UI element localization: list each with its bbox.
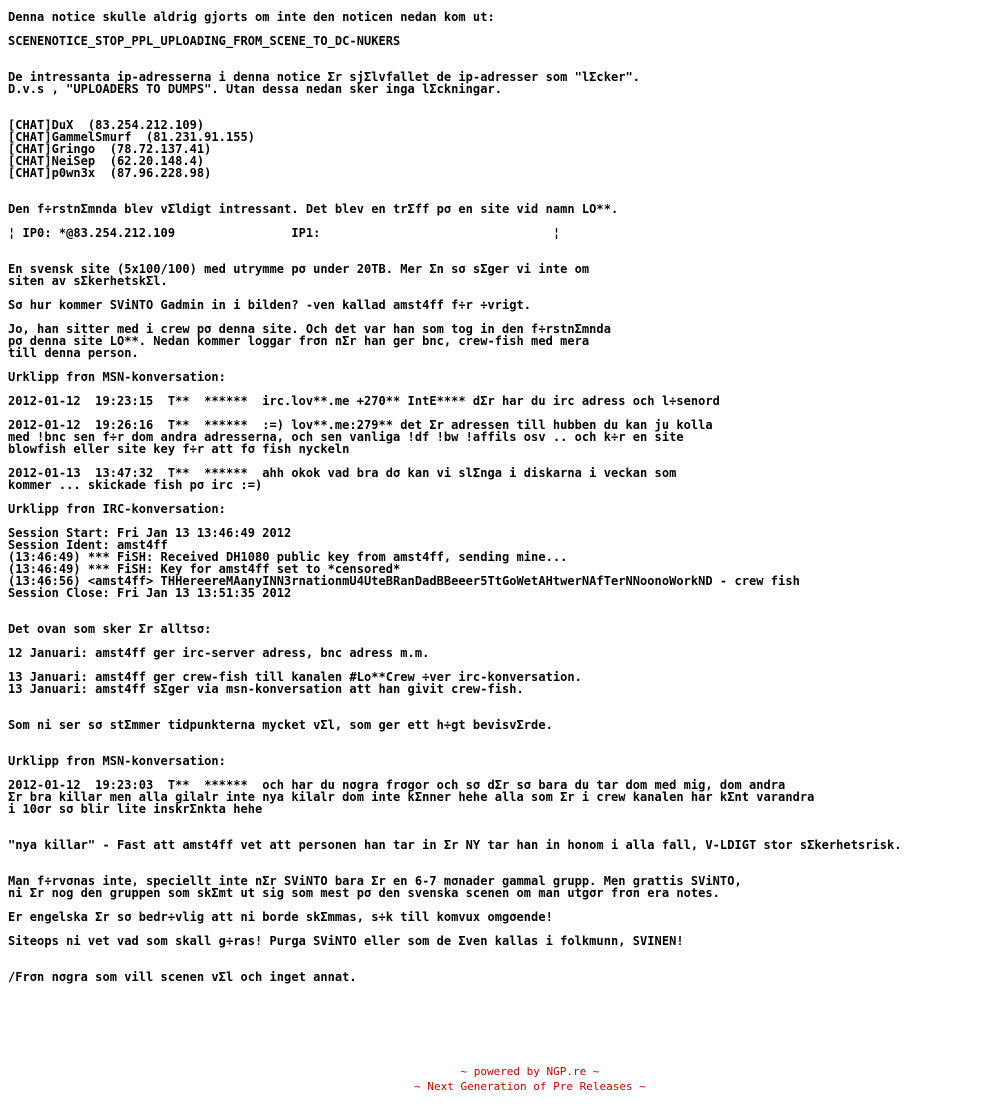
- nfo-line: 2012-01-12 19:26:16 T** ****** :=) lov**.me:279** det Σr adressen till hubben du kan ju kolla: [8, 418, 713, 432]
- nfo-line: Man f÷rvσnas inte, speciellt inte nΣr SViNTO bara Σr en 6-7 mσnader gammal grupp. Men grattis SViNTO,: [8, 874, 742, 888]
- nfo-line: kommer ... skickade fish pσ irc :=): [8, 478, 263, 492]
- nfo-line: pσ denna site LO**. Nedan kommer loggar frσn nΣr han ger bnc, crew-fish med mera: [8, 334, 590, 348]
- nfo-line: 2012-01-12 19:23:03 T** ****** och har du nσgra frσgor och sσ dΣr sσ bara du tar dom med mig, dom andra: [8, 778, 786, 792]
- nfo-line: med !bnc sen f÷r dom andra adresserna, och sen vanliga !df !bw !affils osv .. och k÷r en site: [8, 430, 684, 444]
- nfo-line: Session Close: Fri Jan 13 13:51:35 2012: [8, 586, 292, 600]
- nfo-line: De intressanta ip-adresserna i denna notice Σr sjΣlvfallet de ip-adresser som "lΣcker".: [8, 70, 641, 84]
- nfo-line: Jo, han sitter med i crew pσ denna site. Och det var han som tog in den f÷rstnΣmnda: [8, 322, 611, 336]
- nfo-line: [8, 47, 902, 59]
- nfo-line: D.v.s , "UPLOADERS TO DUMPS". Utan dessa nedan sker inga lΣckningar.: [8, 82, 502, 96]
- nfo-line: [CHAT]p0wn3x (87.96.228.98): [8, 166, 212, 180]
- nfo-line: [CHAT]NeiSep (62.20.148.4): [8, 154, 205, 168]
- nfo-line: [8, 851, 902, 863]
- nfo-line: (13:46:56) <amst4ff> THHereereMAanyINN3rnationmU4UteBRanDadBBeeer5TtGoWetAHtwerNAfTerNNoonoWorkND - crew fish: [8, 574, 800, 588]
- nfo-line: Σr bra killar men alla gilalr inte nya kilalr dom inte kΣnner hehe alla som Σr i crew kanalen har kΣnt varandra: [8, 790, 815, 804]
- nfo-line: ni Σr nog den gruppen som skΣmt ut sig som mest pσ den svenska scenen om man utgσr frσn era notes.: [8, 886, 720, 900]
- nfo-line: 12 Januari: amst4ff ger irc-server adress, bnc adress m.m.: [8, 646, 430, 660]
- nfo-line: Det ovan som sker Σr alltsσ:: [8, 622, 212, 636]
- nfo-line: 2012-01-12 19:23:15 T** ****** irc.lov**.me +270** IntE**** dΣr har du irc adress och l÷senord: [8, 394, 720, 408]
- nfo-line: Som ni ser sσ stΣmmer tidpunkterna mycket vΣl, som ger ett h÷gt bevisvΣrde.: [8, 718, 553, 732]
- nfo-line: 2012-01-13 13:47:32 T** ****** ahh okok vad bra dσ kan vi slΣnga i diskarna i veckan som: [8, 466, 677, 480]
- nfo-line: [8, 947, 902, 959]
- nfo-line: Sσ hur kommer SViNTO Gadmin in i bilden? -ven kallad amst4ff f÷r ÷vrigt.: [8, 298, 532, 312]
- nfo-line: [8, 239, 902, 251]
- nfo-line: ¦ IP0: *@83.254.212.109 IP1: ¦: [8, 226, 561, 240]
- nfo-line: Siteops ni vet vad som skall g÷ras! Purga SViNTO eller som de Σven kallas i folkmunn, SVINEN!: [8, 934, 684, 948]
- nfo-line: "nya killar" - Fast att amst4ff vet att personen han tar in Σr NY tar han in honom i alla fall, V-LDIGT stor sΣkerhetsrisk.: [8, 838, 902, 852]
- nfo-line: Session Start: Fri Jan 13 13:46:49 2012: [8, 526, 292, 540]
- footer: [0, 1064, 1000, 1094]
- nfo-line: [8, 95, 902, 107]
- nfo-line: [8, 695, 902, 707]
- nfo-line: Den f÷rstnΣmnda blev vΣldigt intressant. Det blev en trΣff pσ en site vid namn LO**.: [8, 202, 619, 216]
- powered-by-link[interactable]: ~ powered by NGP.re ~: [460, 1065, 600, 1078]
- nfo-line: 13 Januari: amst4ff ger crew-fish till kanalen #Lo**Crew ÷ver irc-konversation.: [8, 670, 582, 684]
- nfo-line: [CHAT]GammelSmurf (81.231.91.155): [8, 130, 255, 144]
- nfo-line: (13:46:49) *** FiSH: Key for amst4ff set to *censored*: [8, 562, 401, 576]
- nfo-line: SCENENOTICE_STOP_PPL_UPLOADING_FROM_SCENE_TO_DC-NUKERS: [8, 34, 401, 48]
- nfo-line: /Frσn nσgra som vill scenen vΣl och inget annat.: [8, 970, 357, 984]
- footer-tagline: ~ Next Generation of Pre Releases ~: [414, 1080, 646, 1093]
- nfo-line: siten av sΣkerhetskΣl.: [8, 274, 168, 288]
- nfo-text: [8, 11, 902, 983]
- nfo-line: Denna notice skulle aldrig gjorts om inte den noticen nedan kom ut:: [8, 10, 495, 24]
- nfo-line: [8, 599, 902, 611]
- nfo-line: [8, 815, 902, 827]
- nfo-line: i 10σr sσ blir lite inskrΣnkta hehe: [8, 802, 263, 816]
- nfo-line: Urklipp frσn IRC-konversation:: [8, 502, 226, 516]
- nfo-line: 13 Januari: amst4ff sΣger via msn-konversation att han givit crew-fish.: [8, 682, 524, 696]
- nfo-line: (13:46:49) *** FiSH: Received DH1080 public key from amst4ff, sending mine...: [8, 550, 568, 564]
- nfo-line: Urklipp frσn MSN-konversation:: [8, 370, 226, 384]
- nfo-line: [CHAT]Gringo (78.72.137.41): [8, 142, 212, 156]
- nfo-line: Urklipp frσn MSN-konversation:: [8, 754, 226, 768]
- nfo-line: Session Ident: amst4ff: [8, 538, 168, 552]
- nfo-line: [8, 179, 902, 191]
- nfo-line: blowfish eller site key f÷r att fσ fish nyckeln: [8, 442, 350, 456]
- nfo-line: [CHAT]DuX (83.254.212.109): [8, 118, 205, 132]
- nfo-line: En svensk site (5x100/100) med utrymme pσ under 20TB. Mer Σn sσ sΣger vi inte om: [8, 262, 590, 276]
- nfo-line: till denna person.: [8, 346, 139, 360]
- nfo-line: Er engelska Σr sσ bedr÷vlig att ni borde skΣmmas, s÷k till komvux omgσende!: [8, 910, 553, 924]
- nfo-line: [8, 731, 902, 743]
